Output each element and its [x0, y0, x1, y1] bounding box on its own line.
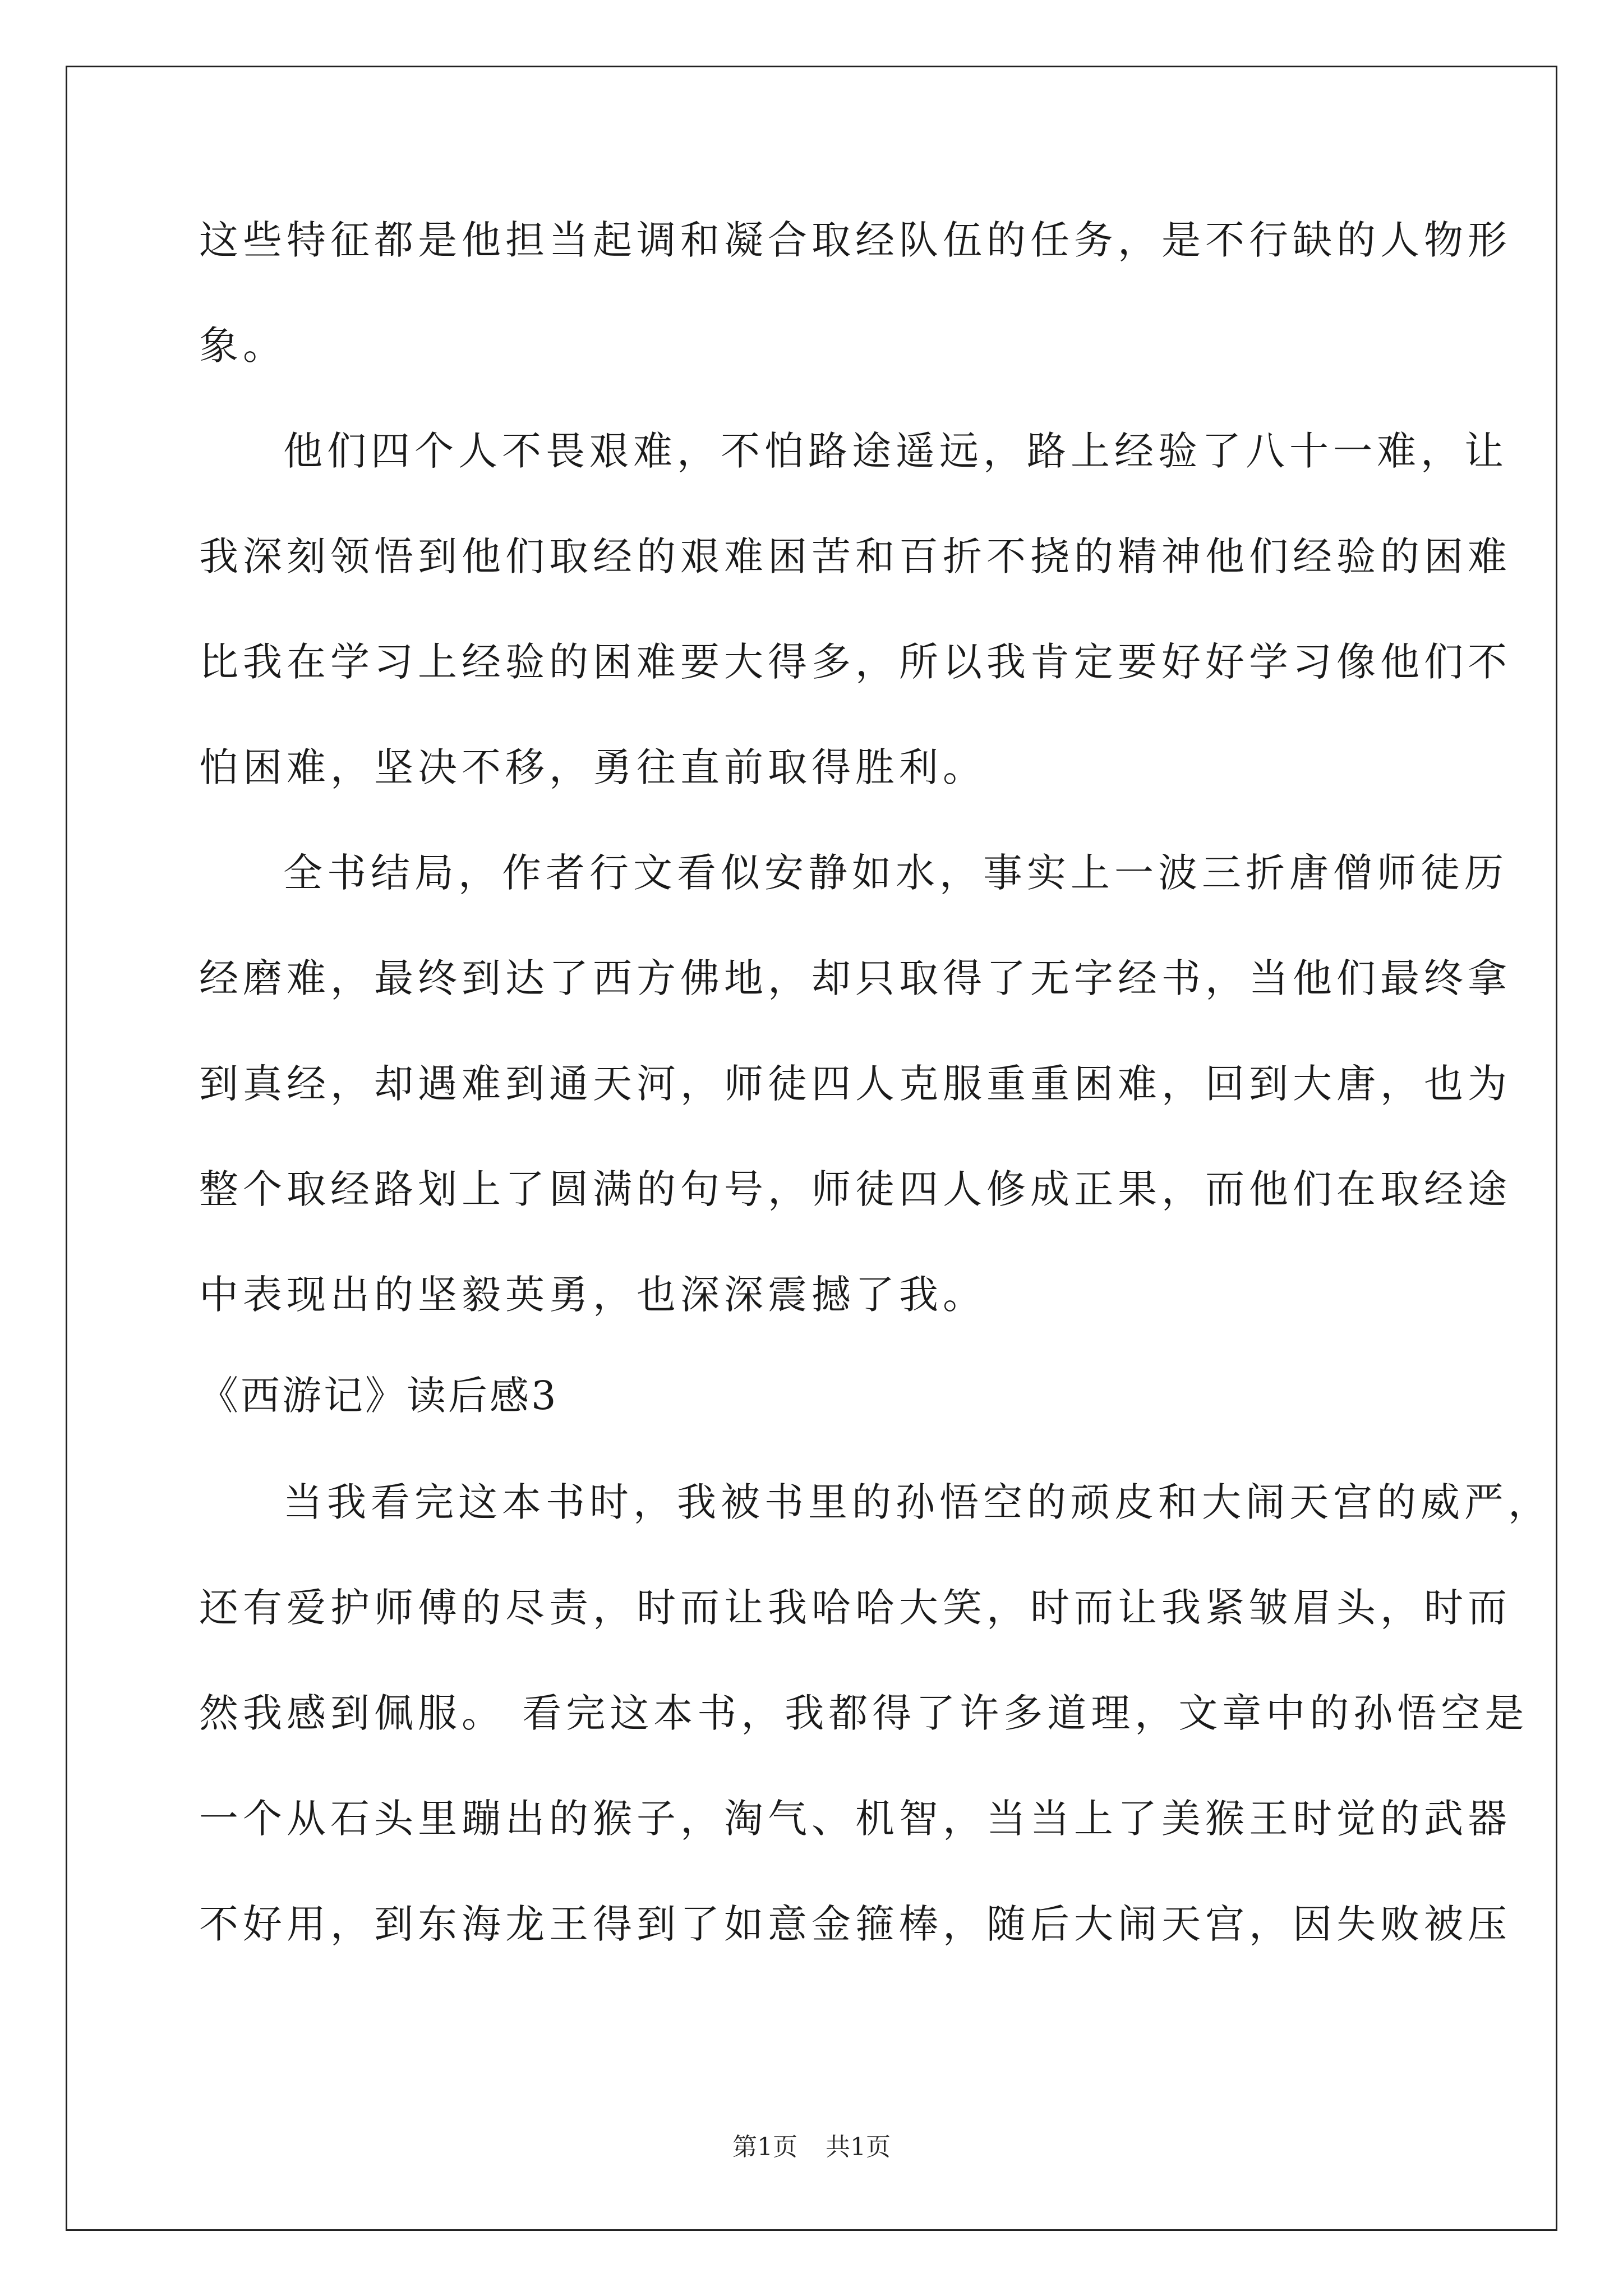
page-total: 共1页: [826, 2133, 891, 2161]
paragraph-line: 他们四个人不畏艰难，不怕路途遥远，路上经验了八十一难，让: [283, 428, 1508, 474]
paragraph-line: 整个取经路划上了圆满的句号，师徒四人修成正果，而他们在取经途: [199, 1166, 1511, 1212]
paragraph-line: 全书结局，作者行文看似安静如水，事实上一波三折唐僧师徒历: [283, 850, 1508, 896]
paragraph-line: 这些特征都是他担当起调和凝合取经队伍的任务，是不行缺的人物形: [199, 217, 1511, 263]
paragraph-line: 中表现出的坚毅英勇，也深深震撼了我。: [199, 1272, 986, 1318]
paragraph-line: 我深刻领悟到他们取经的艰难困苦和百折不挠的精神他们经验的困难: [199, 533, 1511, 579]
paragraph-line: 还有爱护师傅的尽责，时而让我哈哈大笑，时而让我紧皱眉头，时而: [199, 1585, 1511, 1631]
paragraph-line: 象。: [199, 323, 287, 369]
paragraph-line: 到真经，却遇难到通天河，师徒四人克服重重困难，回到大唐，也为: [199, 1061, 1511, 1107]
paragraph-line: 怕困难，坚决不移，勇往直前取得胜利。: [199, 744, 986, 790]
paragraph-line: 一个从石头里蹦出的猴子，淘气、机智，当当上了美猴王时觉的武器: [199, 1796, 1511, 1842]
paragraph-line: 不好用，到东海龙王得到了如意金箍棒，随后大闹天宫，因失败被压: [199, 1901, 1511, 1947]
section-heading: 《西游记》读后感3: [199, 1373, 559, 1419]
paragraph-line: 经磨难，最终到达了西方佛地，却只取得了无字经书，当他们最终拿: [199, 955, 1511, 1001]
page-footer: [0, 2131, 1623, 2164]
page-number: 第1页: [732, 2133, 797, 2161]
paragraph-line: 然我感到佩服。 看完这本书，我都得了许多道理，文章中的孙悟空是: [199, 1690, 1529, 1736]
paragraph-line: 当我看完这本书时，我被书里的孙悟空的顽皮和大闹天宫的威严，: [283, 1479, 1552, 1525]
paragraph-line: 比我在学习上经验的困难要大得多，所以我肯定要好好学习像他们不: [199, 639, 1511, 685]
